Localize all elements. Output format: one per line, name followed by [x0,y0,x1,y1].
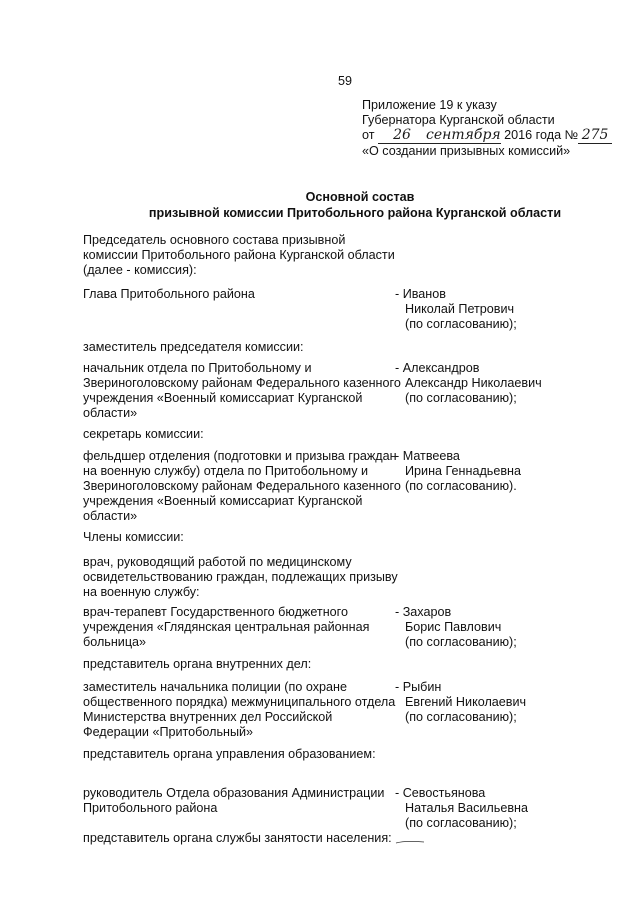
person-name: Николай Петрович [405,302,515,316]
person-block [395,287,635,332]
title-line-2: призывной комиссии Притобольного района Курганской области [148,206,562,220]
page-number: 59 [337,74,352,88]
handwritten-decree-number: 275 [578,128,612,144]
position-text: начальник отдела по Притобольному и Звериноголовскому районам Федерального казенного учреждения «Военный комиссариат Курганской области» [83,361,401,420]
section-label: представитель органа внутренних дел: [83,657,312,671]
chairman-intro: Председатель основного состава призывной комиссии Притобольного района Курганской области (далее - комиссия): [83,233,395,277]
position-text: Глава Притобольного района [83,287,255,301]
person-name: Евгений Николаевич [405,695,527,709]
person-surname: - Захаров [395,605,452,619]
person-block [395,361,635,406]
person-block [395,786,635,831]
person-block [395,449,635,494]
appendix-header [362,98,632,159]
from-label: от [362,128,375,142]
person-note: (по согласованию). [405,479,517,493]
section-label: секретарь комиссии: [83,427,204,441]
section-label: представитель органа управления образованием: [83,747,376,761]
person-name: Наталья Васильевна [405,801,528,815]
section-label: Члены комиссии: [83,530,184,544]
person-surname: - Александров [395,361,480,375]
handwritten-day: 26 [378,128,426,144]
person-note: (по согласованию); [405,635,517,649]
position-text: руководитель Отдела образования Администрации Притобольного района [83,786,385,815]
person-name: Александр Николаевич [405,376,542,390]
person-surname: - Севостьянова [395,786,486,800]
person-surname: - Матвеева [395,449,460,463]
document-title [80,189,640,221]
person-name: Борис Павлович [405,620,502,634]
title-line-1: Основной состав [305,190,415,204]
section-label: заместитель председателя комиссии: [83,340,304,354]
position-text: врач-терапевт Государственного бюджетного учреждения «Глядянская центральная районная больница» [83,605,370,649]
appendix-line-4: «О создании призывных комиссий» [362,144,571,158]
person-note: (по согласованию); [405,317,517,331]
appendix-line-2: Губернатора Курганской области [362,113,555,127]
appendix-date-line [362,128,632,144]
section-label: врач, руководящий работой по медицинскому освидетельствованию граждан, подлежащих призыву на военную службу: [83,555,398,599]
appendix-line-1: Приложение 19 к указу [362,98,497,112]
person-block [395,605,635,650]
position-text: заместитель начальника полиции (по охране общественного порядка) межмуниципального отдела Министерства внутренних дел Российской Федерации «Притобольный» [83,680,396,739]
person-note: (по согласованию); [405,391,517,405]
section-label: представитель органа службы занятости населения: [83,831,392,845]
person-note: (по согласованию); [405,816,517,830]
person-note: (по согласованию); [405,710,517,724]
person-surname: - Иванов [395,287,446,301]
position-text: фельдшер отделения (подготовки и призыва граждан на военную службу) отдела по Притобольному и Звериноголовскому районам Федерального казенного учреждения «Военный комиссариат Курганской области» [83,449,401,523]
person-block [395,680,635,725]
person-surname: - Рыбин [395,680,442,694]
handwritten-month: сентября [426,127,501,143]
pen-mark [395,840,425,844]
year-text: 2016 года № [504,128,579,142]
person-name: Ирина Геннадьевна [405,464,522,478]
